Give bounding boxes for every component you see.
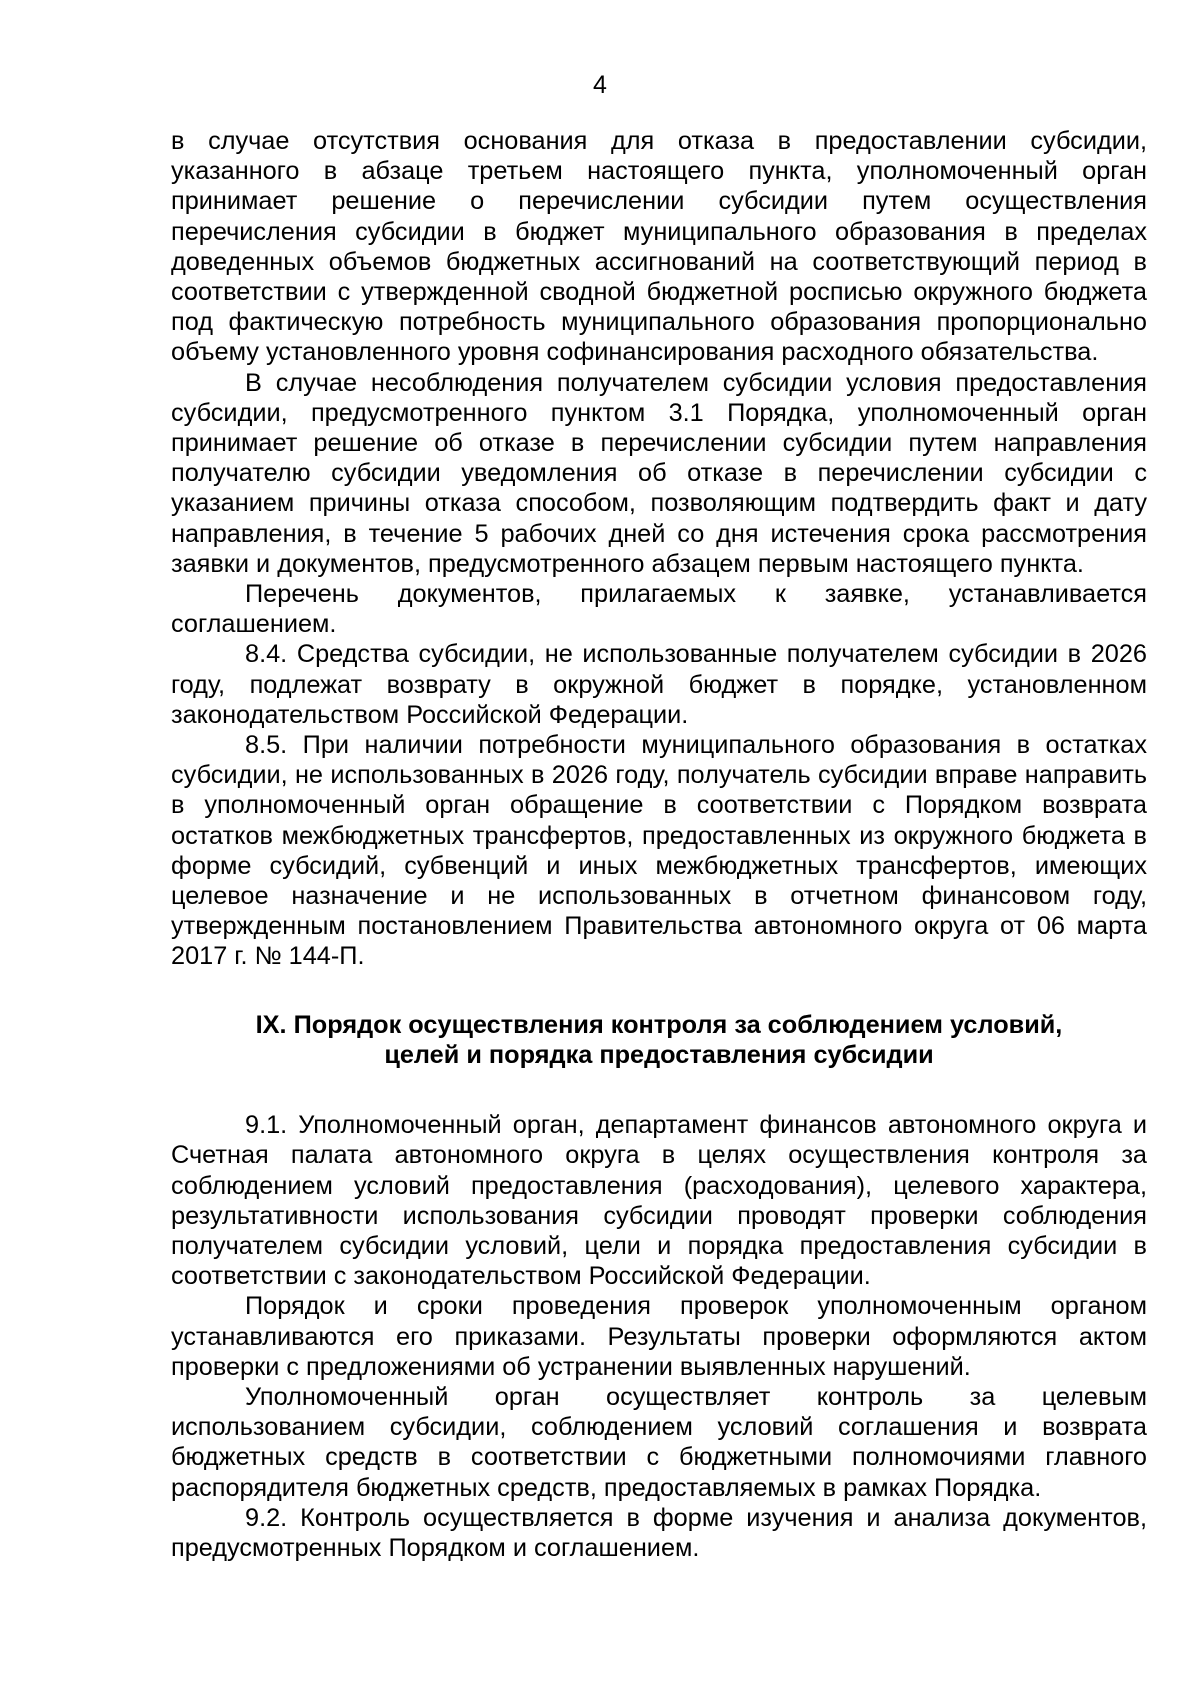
section-heading-ix [171, 1010, 1147, 1070]
paragraph-targeted-use-control: Уполномоченный орган осуществляет контроль за целевым использованием субсидии, соблюдением условий соглашения и возврата бюджетных средств в соответствии с бюджетными полномочиями главного распорядителя бюджетных средств, предоставляемых в рамках Порядка. [171, 1382, 1147, 1502]
section-heading-line-2: целей и порядка предоставления субсидии [384, 1040, 934, 1069]
paragraph-9-1-control-bodies: 9.1. Уполномоченный орган, департамент финансов автономного округа и Счетная палата автономного округа в целях осуществления контроля за соблюдением условий предоставления (расходования), целевого характера, результативности использования субсидии проводят проверки соблюдения получателем субсидии условий, цели и порядка предоставления субсидии в соответствии с законодательством Российской Федерации. [171, 1111, 1147, 1291]
paragraph-documents-list: Перечень документов, прилагаемых к заявке, устанавливается соглашением. [171, 580, 1147, 639]
page-number: 4 [593, 71, 607, 99]
paragraph-inspection-procedure: Порядок и сроки проведения проверок уполномоченным органом устанавливаются его приказами. Результаты проверки оформляются актом проверки с предложениями об устранении выявленных нарушений. [171, 1292, 1147, 1381]
section-heading-line-1: IX. Порядок осуществления контроля за соблюдением условий, [255, 1010, 1063, 1039]
paragraph-refusal-notification: В случае несоблюдения получателем субсидии условия предоставления субсидии, предусмотренного пунктом 3.1 Порядка, уполномоченный орган принимает решение об отказе в перечислении субсидии путем направления получателю субсидии уведомления об отказе в перечислении субсидии с указанием причины отказа способом, позволяющим подтвердить факт и дату направления, в течение 5 рабочих дней со дня истечения срока рассмотрения заявки и документов, предусмотренного абзацем первым настоящего пункта. [171, 368, 1147, 578]
paragraph-9-2-control-form: 9.2. Контроль осуществляется в форме изучения и анализа документов, предусмотренных Порядком и соглашением. [171, 1503, 1147, 1562]
paragraph-subsidy-transfer-decision: в случае отсутствия основания для отказа в предоставлении субсидии, указанного в абзаце третьем настоящего пункта, уполномоченный орган принимает решение о перечислении субсидии путем осуществления перечисления субсидии в бюджет муниципального образования в пределах доведенных объемов бюджетных ассигнований на соответствующий период в соответствии с утвержденной сводной бюджетной росписью окружного бюджета под фактическую потребность муниципального образования пропорционально объему установленного уровня софинансирования расходного обязательства. [171, 127, 1147, 367]
paragraph-8-5-remaining-funds: 8.5. При наличии потребности муниципального образования в остатках субсидии, не использованных в 2026 году, получатель субсидии вправе направить в уполномоченный орган обращение в соответствии с Порядком возврата остатков межбюджетных трансфертов, предоставленных из окружного бюджета в форме субсидий, субвенций и иных межбюджетных трансфертов, имеющих целевое назначение и не использованных в отчетном финансовом году, утвержденным постановлением Правительства автономного округа от 06 марта 2017 г. № 144-П. [171, 731, 1147, 971]
document-body [171, 126, 1147, 1563]
paragraph-8-4-unused-funds: 8.4. Средства субсидии, не использованные получателем субсидии в 2026 году, подлежат возврату в окружной бюджет в порядке, установленном законодательством Российской Федерации. [171, 640, 1147, 729]
